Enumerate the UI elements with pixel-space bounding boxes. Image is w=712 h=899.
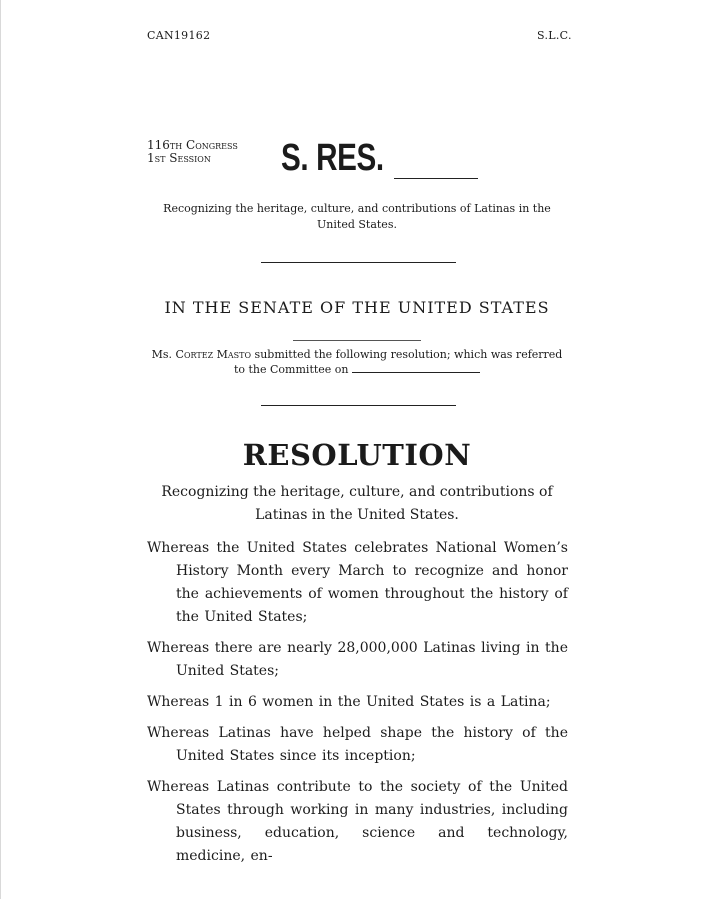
document-id: CAN19162: [147, 29, 211, 42]
congress-number: 116th Congress: [147, 138, 238, 152]
divider-rule: [261, 405, 456, 406]
divider-rule: [261, 262, 456, 263]
whereas-clause: Whereas 1 in 6 women in the United States is a Latina;: [147, 694, 551, 710]
whereas-clause: Whereas there are nearly 28,000,000 Latinas living in the United States;: [147, 640, 568, 679]
chamber-heading: IN THE SENATE OF THE UNITED STATES: [164, 298, 550, 317]
submission-text: submitted the following resolution; which was referred to the Committee on: [233, 348, 563, 376]
congress-session-block: [147, 139, 238, 165]
sponsor-name: Cortez Masto: [175, 348, 252, 361]
whereas-clause: Whereas the United States celebrates National Women’s History Month every March to recognize and honor the achievements of women throughout the history of the United States;: [147, 540, 568, 625]
whereas-clauses: [147, 537, 568, 876]
session-label: 1st Session: [147, 151, 211, 165]
resolution-heading: RESOLUTION: [242, 438, 472, 472]
sponsor-prefix: Ms.: [151, 348, 173, 361]
bill-number-blank: [394, 178, 478, 179]
short-title: Recognizing the heritage, culture, and contributions of Latinas in the United States.: [163, 202, 551, 231]
office-code: S.L.C.: [537, 29, 572, 42]
divider-rule-short: [293, 340, 421, 341]
resolution-subtitle: Recognizing the heritage, culture, and contributions of Latinas in the United States.: [161, 484, 553, 523]
whereas-clause: Whereas Latinas have helped shape the history of the United States since its inception;: [147, 725, 568, 764]
whereas-clause: Whereas Latinas contribute to the society of the United States through working in many industries, including business, education, science and technology, medicine, en-: [147, 779, 568, 864]
submission-statement: [147, 347, 567, 377]
committee-blank: [352, 363, 480, 373]
bill-type: S. RES.: [281, 137, 384, 179]
